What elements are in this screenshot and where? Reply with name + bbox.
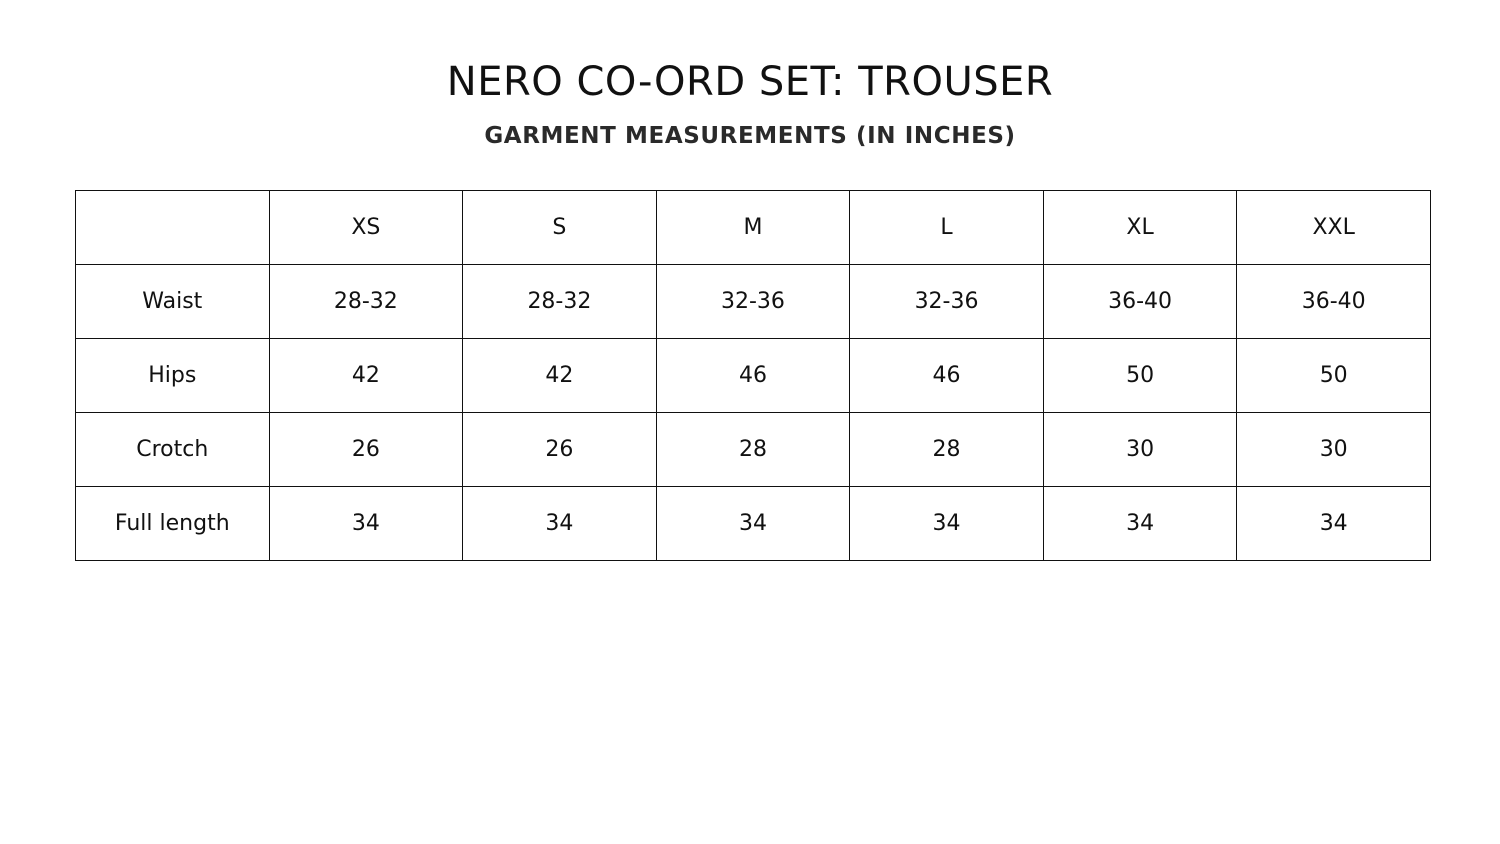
size-header-m: M [656, 191, 850, 265]
table-cell: 42 [463, 339, 657, 413]
table-cell: 34 [269, 487, 463, 561]
row-label-waist: Waist [76, 265, 270, 339]
size-header-l: L [850, 191, 1044, 265]
table-cell: 34 [656, 487, 850, 561]
row-label-hips: Hips [76, 339, 270, 413]
table-row-full-length [76, 487, 1431, 561]
size-chart-table [75, 190, 1431, 561]
table-cell: 34 [1237, 487, 1431, 561]
table-cell: 30 [1237, 413, 1431, 487]
table-cell: 28 [850, 413, 1044, 487]
table-cell: 28-32 [463, 265, 657, 339]
table-cell: 50 [1237, 339, 1431, 413]
table-cell: 30 [1043, 413, 1237, 487]
table-cell: 34 [850, 487, 1044, 561]
table-row-crotch [76, 413, 1431, 487]
size-header-s: S [463, 191, 657, 265]
table-cell: 34 [463, 487, 657, 561]
table-cell: 46 [656, 339, 850, 413]
table-cell: 42 [269, 339, 463, 413]
row-label-crotch: Crotch [76, 413, 270, 487]
table-cell: 34 [1043, 487, 1237, 561]
table-cell: 50 [1043, 339, 1237, 413]
table-row-waist [76, 265, 1431, 339]
table-cell: 28-32 [269, 265, 463, 339]
table-cell: 32-36 [656, 265, 850, 339]
table-cell: 32-36 [850, 265, 1044, 339]
table-cell: 28 [656, 413, 850, 487]
table-cell: 26 [463, 413, 657, 487]
size-header-xl: XL [1043, 191, 1237, 265]
row-label-full-length: Full length [76, 487, 270, 561]
table-cell: 36-40 [1237, 265, 1431, 339]
page-title: NERO CO-ORD SET: TROUSER [446, 59, 1054, 105]
table-cell: 36-40 [1043, 265, 1237, 339]
table-header-row [76, 191, 1431, 265]
page-subtitle: GARMENT MEASUREMENTS (IN INCHES) [484, 123, 1016, 149]
table-cell: 26 [269, 413, 463, 487]
table-cell: 46 [850, 339, 1044, 413]
size-header-xxl: XXL [1237, 191, 1431, 265]
size-header-xs: XS [269, 191, 463, 265]
table-row-hips [76, 339, 1431, 413]
corner-cell [76, 191, 270, 265]
